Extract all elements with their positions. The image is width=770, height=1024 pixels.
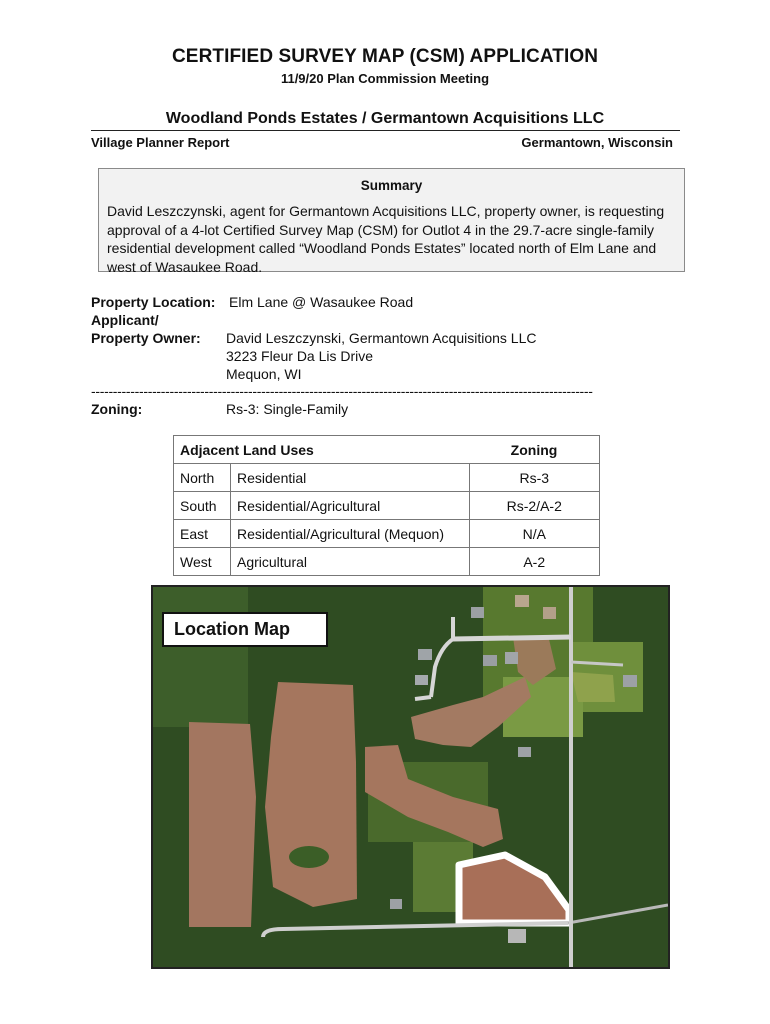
summary-text: David Leszczynski, agent for Germantown Acquisitions LLC, property owner, is requesting approval of a 4-lot Certified Survey Map (CSM) for Outlot 4 in the 29.7-acre single-family residential development called “Woodland Ponds Estates” located north of Elm Lane and west of Wasaukee Road. <box>107 203 665 275</box>
meeting-date: 11/9/20 Plan Commission Meeting <box>280 71 490 86</box>
zoning-value: Rs-3: Single-Family <box>226 401 349 417</box>
summary-box <box>98 168 685 275</box>
report-type: Village Planner Report <box>91 135 230 150</box>
land-use-cell: Agricultural <box>231 548 470 576</box>
table-row <box>174 548 600 576</box>
map-title: Location Map <box>162 612 328 647</box>
header-zoning: Zoning <box>469 436 600 464</box>
zoning-cell: Rs-3 <box>469 464 600 492</box>
adjacent-land-uses-table <box>173 435 600 576</box>
direction-cell: East <box>174 520 231 548</box>
owner-name: David Leszczynski, Germantown Acquisitions LLC <box>226 330 537 346</box>
property-location-label: Property Location: <box>91 294 216 310</box>
summary-heading: Summary <box>360 178 423 193</box>
zoning-label: Zoning: <box>91 401 143 417</box>
zoning-cell: A-2 <box>469 548 600 576</box>
header-adjacent-land-uses: Adjacent Land Uses <box>174 436 470 464</box>
direction-cell: North <box>174 464 231 492</box>
table-header-row <box>174 436 600 464</box>
owner-street: 3223 Fleur Da Lis Drive <box>226 348 374 364</box>
table-row <box>174 492 600 520</box>
property-owner-label: Property Owner: <box>91 330 201 346</box>
project-name: Woodland Ponds Estates / Germantown Acquisitions LLC <box>165 110 605 127</box>
property-location-value: Elm Lane @ Wasaukee Road <box>229 294 414 310</box>
section-divider: ------------------------------------------------------------------------------------------------------------------- <box>91 383 593 399</box>
zoning-cell: N/A <box>469 520 600 548</box>
direction-cell: South <box>174 492 231 520</box>
table-row <box>174 464 600 492</box>
zoning-cell: Rs-2/A-2 <box>469 492 600 520</box>
report-location: Germantown, Wisconsin <box>521 135 673 150</box>
land-use-cell: Residential <box>231 464 470 492</box>
applicant-label: Applicant/ <box>91 312 159 328</box>
table-row <box>174 520 600 548</box>
document-title: CERTIFIED SURVEY MAP (CSM) APPLICATION <box>171 46 599 67</box>
header-divider <box>91 130 680 131</box>
owner-city: Mequon, WI <box>226 366 302 382</box>
direction-cell: West <box>174 548 231 576</box>
land-use-cell: Residential/Agricultural (Mequon) <box>231 520 470 548</box>
land-use-cell: Residential/Agricultural <box>231 492 470 520</box>
location-map <box>151 585 670 969</box>
